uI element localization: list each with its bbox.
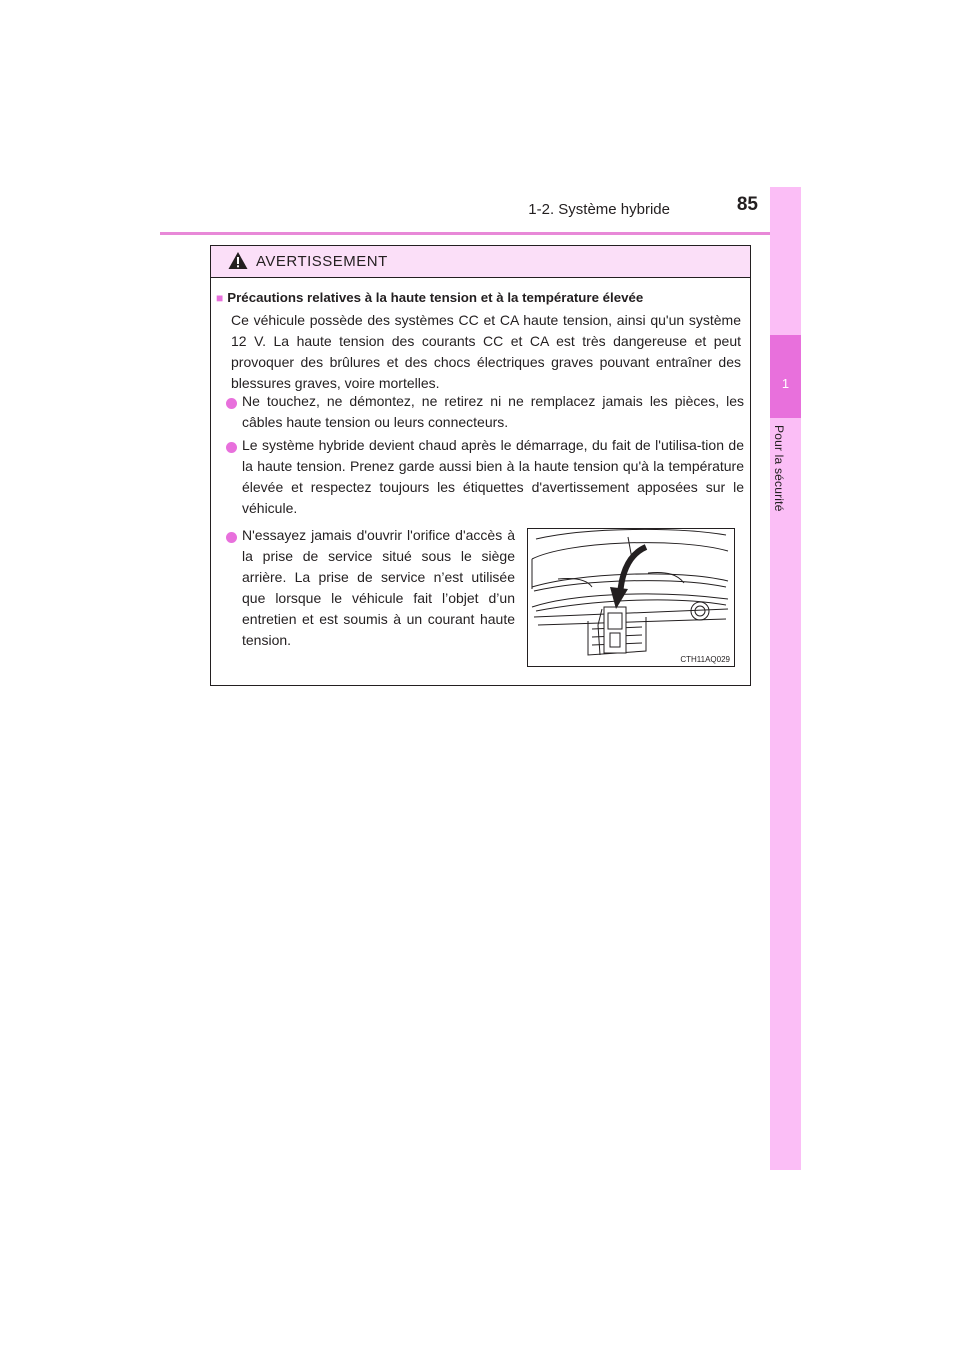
bullet-dot-icon bbox=[226, 398, 237, 409]
warning-title: AVERTISSEMENT bbox=[256, 253, 388, 270]
bullet-item: N'essayez jamais d'ouvrir l'orifice d'accès à la prise de service situé sous le siège arrière. La prise de service n’est utilisée que lorsque le véhicule fait l’objet d’un entretien et est soumis à un courant haute tension. bbox=[242, 527, 515, 648]
section-title: 1-2. Système hybride bbox=[528, 201, 670, 218]
subheading bbox=[216, 290, 643, 305]
warning-box bbox=[210, 245, 751, 686]
bullet-dot-icon bbox=[226, 532, 237, 543]
chapter-number: 1 bbox=[781, 376, 790, 391]
subheading-text: Précautions relatives à la haute tension et à la température élevée bbox=[227, 290, 644, 305]
rear-seat-drawing bbox=[528, 529, 734, 666]
bullet-item: Le système hybride devient chaud après le démarrage, du fait de l'utilisa-tion de la haute tension. Prenez garde aussi bien à la haute tension qu'à la température élevée et respectez toujours les étiquettes d'avertissement apposées sur le véhicule. bbox=[242, 437, 744, 516]
service-plug-illustration bbox=[527, 528, 735, 667]
warning-triangle-icon bbox=[228, 251, 248, 270]
square-bullet-icon: ■ bbox=[216, 291, 224, 305]
figure-code: CTH11AQ029 bbox=[680, 655, 730, 664]
bullet-item: Ne touchez, ne démontez, ne retirez ni ne remplacez jamais les pièces, les câbles haute tension ou leurs connecteurs. bbox=[242, 393, 744, 430]
intro-paragraph: Ce véhicule possède des systèmes CC et CA haute tension, ainsi qu'un système 12 V. La haute tension des courants CC et CA est très dangereuse et peut provoquer des brûlures et des chocs électriques graves pouvant entraîner des blessures graves, voire mortelles. bbox=[231, 312, 741, 391]
bullet-dot-icon bbox=[226, 442, 237, 453]
header-rule bbox=[160, 232, 801, 235]
page-number: 85 bbox=[736, 194, 758, 215]
warning-header bbox=[211, 246, 750, 278]
chapter-label: Pour la sécurité bbox=[772, 425, 786, 512]
